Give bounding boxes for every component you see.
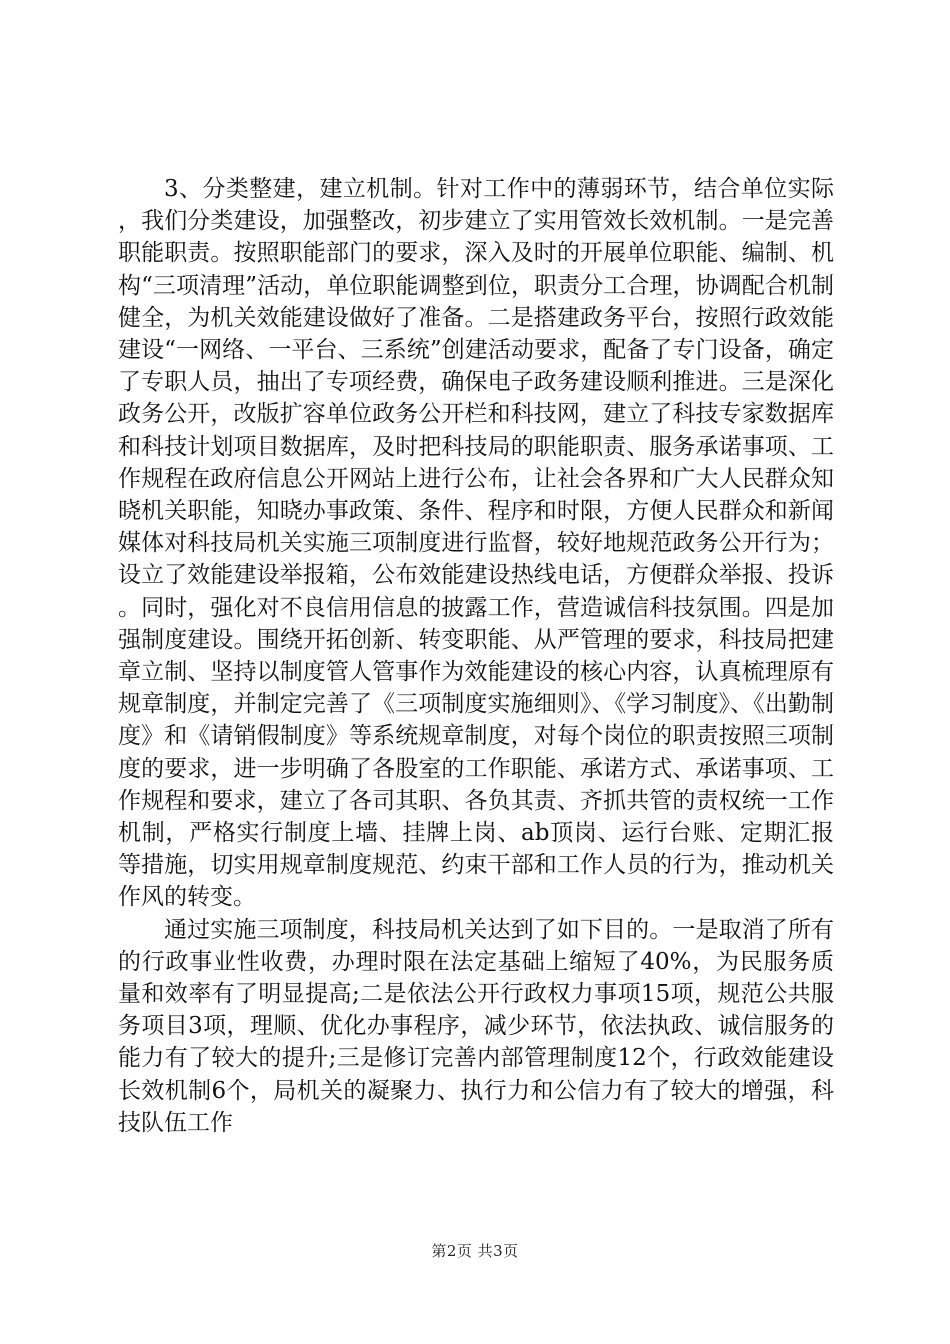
paragraph-results: 通过实施三项制度，科技局机关达到了如下目的。一是取消了所有的行政事业性收费，办理时限在法定基础上缩短了40%，为民服务质量和效率有了明显提高;二是依法公开行政权力事项15项，规范公共服务项目3项，理顺、优化办事程序，减少环节，依法执政、诚信服务的能力有了较大的提升;三是修订完善内部管理制度12个，行政效能建设长效机制6个，局机关的凝聚力、执行力和公信力有了较大的增强，科技队伍工作 [118, 916, 834, 1136]
page-number-footer: 第2页 共3页 [431, 1242, 519, 1260]
paragraph-mechanism: 3、分类整建，建立机制。针对工作中的薄弱环节，结合单位实际，我们分类建设，加强整改，初步建立了实用管效长效机制。一是完善职能职责。按照职能部门的要求，深入及时的开展单位职能、编制、机构“三项清理”活动，单位职能调整到位，职责分工合理，协调配合机制健全，为机关效能建设做好了准备。二是搭建政务平台，按照行政效能建设“一网络、一平台、三系统”创建活动要求，配备了专门设备，确定了专职人员，抽出了专项经费，确保电子政务建设顺利推进。三是深化政务公开，改版扩容单位政务公开栏和科技网，建立了科技专家数据库和科技计划项目数据库，及时把科技局的职能职责、服务承诺事项、工作规程在政府信息公开网站上进行公布，让社会各界和广大人民群众知晓机关职能，知晓办事政策、条件、程序和时限，方便人民群众和新闻媒体对科技局机关实施三项制度进行监督，较好地规范政务公开行为；设立了效能建设举报箱，公布效能建设热线电话，方便群众举报、投诉。同时，强化对不良信用信息的披露工作，营造诚信科技氛围。四是加强制度建设。围绕开拓创新、转变职能、从严管理的要求，科技局把建章立制、坚持以制度管人管事作为效能建设的核心内容，认真梳理原有规章制度，并制定完善了《三项制度实施细则》、《学习制度》、《出勤制度》和《请销假制度》等系统规章制度，对每个岗位的职责按照三项制度的要求，进一步明确了各股室的工作职能、承诺方式、承诺事项、工作规程和要求，建立了各司其职、各负其责、齐抓共管的责权统一工作机制，严格实行制度上墙、挂牌上岗、ab顶岗、运行台账、定期汇报等措施，切实用规章制度规范、约束干部和工作人员的行为，推动机关作风的转变。 [118, 176, 834, 911]
document-body [118, 173, 834, 1139]
